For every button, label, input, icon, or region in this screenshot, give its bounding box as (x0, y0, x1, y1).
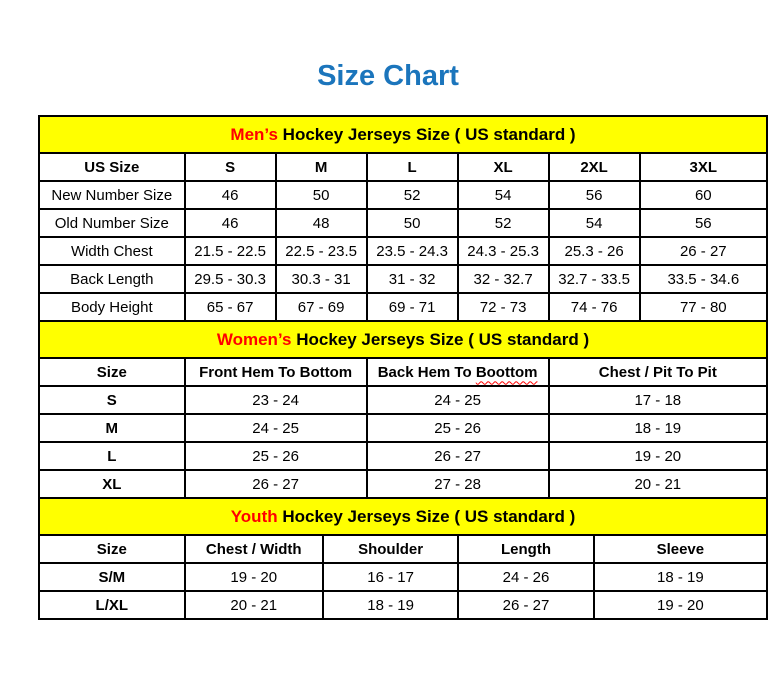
table-cell: 52 (458, 209, 549, 237)
table-row (39, 414, 767, 442)
row-label-cell: Width Chest (39, 237, 185, 265)
table-cell: 46 (185, 209, 276, 237)
table-cell: 17 - 18 (549, 386, 767, 414)
table-cell: 26 - 27 (640, 237, 767, 265)
row-label-cell: Old Number Size (39, 209, 185, 237)
band-keyword: Men’s (230, 124, 278, 144)
table-row (39, 386, 767, 414)
table-cell: 69 - 71 (367, 293, 458, 321)
row-label-cell: M (39, 414, 185, 442)
table-row (39, 181, 767, 209)
header-row (39, 535, 767, 563)
table-cell: 33.5 - 34.6 (640, 265, 767, 293)
table-cell: 72 - 73 (458, 293, 549, 321)
table-row (39, 237, 767, 265)
table-cell: 74 - 76 (549, 293, 640, 321)
table-cell: 29.5 - 30.3 (185, 265, 276, 293)
table-cell: 24 - 25 (185, 414, 367, 442)
table-cell: 56 (549, 181, 640, 209)
table-cell: 31 - 32 (367, 265, 458, 293)
column-header-cell: Back Hem To Boottom (367, 358, 549, 386)
column-header-cell: Length (458, 535, 593, 563)
table-cell: 50 (367, 209, 458, 237)
table-cell: 20 - 21 (185, 591, 323, 619)
column-header-cell: L (367, 153, 458, 181)
table-cell: 23.5 - 24.3 (367, 237, 458, 265)
table-cell: 52 (367, 181, 458, 209)
table-cell: 67 - 69 (276, 293, 367, 321)
column-header-cell: M (276, 153, 367, 181)
table-cell: 19 - 20 (185, 563, 323, 591)
header-row (39, 358, 767, 386)
table-row (39, 265, 767, 293)
table-cell: 48 (276, 209, 367, 237)
table-cell: 19 - 20 (549, 442, 767, 470)
table-cell: 24 - 25 (367, 386, 549, 414)
row-label-cell: S (39, 386, 185, 414)
band-keyword: Youth (230, 506, 278, 526)
mens-size-table (38, 115, 768, 322)
womens-band-row (39, 321, 767, 358)
table-cell: 65 - 67 (185, 293, 276, 321)
column-header-cell: Sleeve (594, 535, 767, 563)
row-label-cell: Body Height (39, 293, 185, 321)
table-cell: 21.5 - 22.5 (185, 237, 276, 265)
row-label-cell: L (39, 442, 185, 470)
table-cell: 23 - 24 (185, 386, 367, 414)
table-cell: 19 - 20 (594, 591, 767, 619)
column-header-cell: US Size (39, 153, 185, 181)
table-cell: 26 - 27 (185, 470, 367, 498)
table-cell: 18 - 19 (323, 591, 458, 619)
column-header-cell: Size (39, 535, 185, 563)
table-cell: 77 - 80 (640, 293, 767, 321)
table-cell: 54 (458, 181, 549, 209)
row-label-cell: S/M (39, 563, 185, 591)
size-chart-tables (38, 115, 768, 620)
table-cell: 22.5 - 23.5 (276, 237, 367, 265)
youth-section-band (39, 498, 767, 535)
table-cell: 60 (640, 181, 767, 209)
column-header-cell: Front Hem To Bottom (185, 358, 367, 386)
band-text: Hockey Jerseys Size ( US standard ) (277, 506, 576, 526)
table-cell: 24 - 26 (458, 563, 593, 591)
table-cell: 32.7 - 33.5 (549, 265, 640, 293)
table-cell: 26 - 27 (367, 442, 549, 470)
header-row (39, 153, 767, 181)
misspelled-word: Boottom (475, 363, 538, 381)
table-cell: 16 - 17 (323, 563, 458, 591)
band-text: Hockey Jerseys Size ( US standard ) (277, 124, 576, 144)
youth-band-row (39, 498, 767, 535)
table-cell: 20 - 21 (549, 470, 767, 498)
column-header-cell: Size (39, 358, 185, 386)
table-cell: 26 - 27 (458, 591, 593, 619)
table-cell: 54 (549, 209, 640, 237)
band-text: Hockey Jerseys Size ( US standard ) (291, 329, 590, 349)
table-cell: 25 - 26 (367, 414, 549, 442)
table-cell: 32 - 32.7 (458, 265, 549, 293)
column-header-cell: S (185, 153, 276, 181)
table-cell: 56 (640, 209, 767, 237)
youth-size-table (38, 497, 768, 620)
table-cell: 25.3 - 26 (549, 237, 640, 265)
table-cell: 30.3 - 31 (276, 265, 367, 293)
womens-section-band (39, 321, 767, 358)
column-header-cell: 2XL (549, 153, 640, 181)
row-label-cell: XL (39, 470, 185, 498)
mens-section-band (39, 116, 767, 153)
table-cell: 24.3 - 25.3 (458, 237, 549, 265)
table-cell: 18 - 19 (549, 414, 767, 442)
table-row (39, 470, 767, 498)
table-row (39, 442, 767, 470)
row-label-cell: L/XL (39, 591, 185, 619)
row-label-cell: New Number Size (39, 181, 185, 209)
table-cell: 25 - 26 (185, 442, 367, 470)
table-row (39, 591, 767, 619)
column-header-cell: Chest / Pit To Pit (549, 358, 767, 386)
table-row (39, 563, 767, 591)
page-title: Size Chart (317, 60, 459, 92)
table-cell: 46 (185, 181, 276, 209)
table-cell: 50 (276, 181, 367, 209)
column-header-cell: XL (458, 153, 549, 181)
table-row (39, 209, 767, 237)
column-header-cell: 3XL (640, 153, 767, 181)
table-row (39, 293, 767, 321)
womens-size-table (38, 320, 768, 499)
mens-band-row (39, 116, 767, 153)
table-cell: 18 - 19 (594, 563, 767, 591)
column-header-cell: Chest / Width (185, 535, 323, 563)
row-label-cell: Back Length (39, 265, 185, 293)
table-cell: 27 - 28 (367, 470, 549, 498)
column-header-cell: Shoulder (323, 535, 458, 563)
band-keyword: Women’s (216, 329, 292, 349)
